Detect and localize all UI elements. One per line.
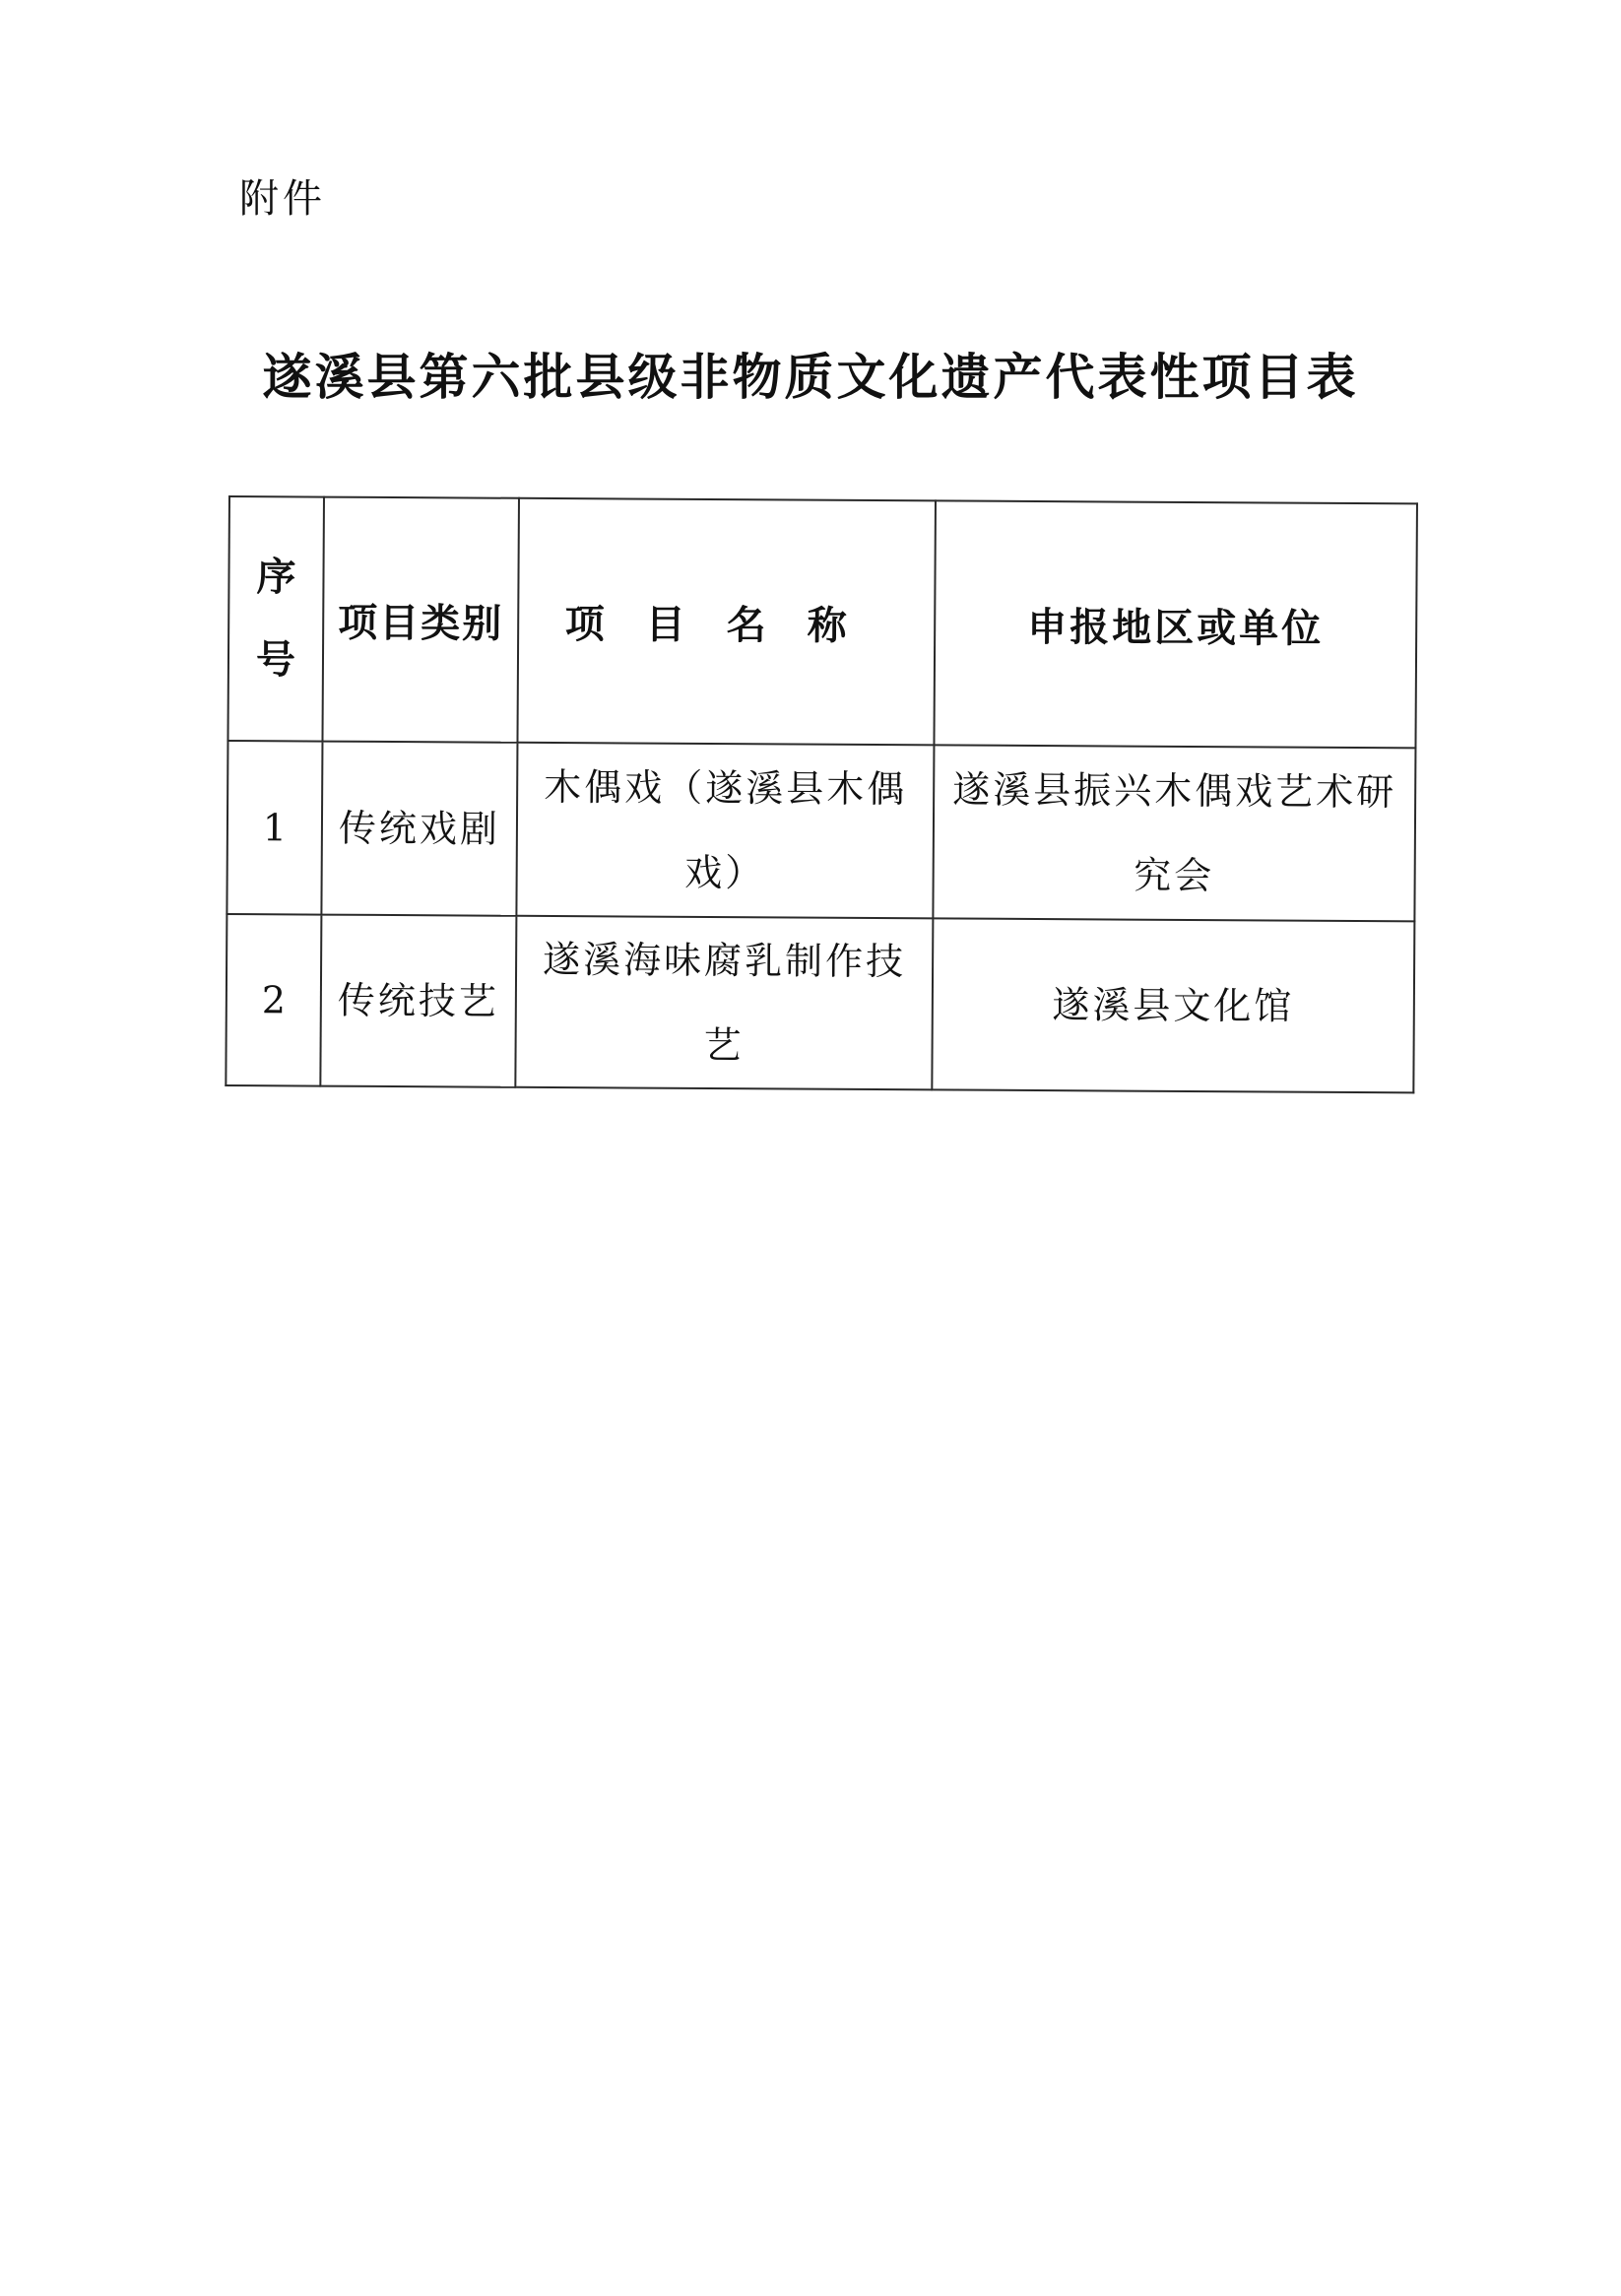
cell-name: 遂溪海味腐乳制作技艺	[515, 916, 933, 1090]
cell-category: 传统戏剧	[321, 742, 517, 916]
project-table	[225, 495, 1418, 1093]
header-seq	[227, 496, 324, 742]
header-seq-line2: 号	[255, 637, 296, 684]
attachment-label: 附件	[239, 176, 326, 222]
table-row	[227, 741, 1415, 921]
header-unit: 申报地区或单位	[934, 500, 1417, 748]
header-category: 项目类别	[322, 497, 519, 743]
cell-unit: 遂溪县文化馆	[932, 918, 1414, 1092]
cell-category: 传统技艺	[320, 915, 516, 1087]
document-title: 遂溪县第六批县级非物质文化遗产代表性项目表	[262, 349, 1359, 406]
cell-unit: 遂溪县振兴木偶戏艺术研究会	[933, 745, 1415, 921]
cell-seq: 1	[227, 741, 322, 915]
table-header-row	[227, 496, 1416, 748]
cell-seq: 2	[226, 914, 321, 1086]
table-row	[226, 914, 1414, 1092]
header-seq-line1: 序	[256, 555, 296, 601]
project-table-container	[225, 495, 1418, 1093]
cell-name: 木偶戏（遂溪县木偶戏）	[516, 743, 934, 919]
header-name: 项目名称	[517, 498, 936, 746]
